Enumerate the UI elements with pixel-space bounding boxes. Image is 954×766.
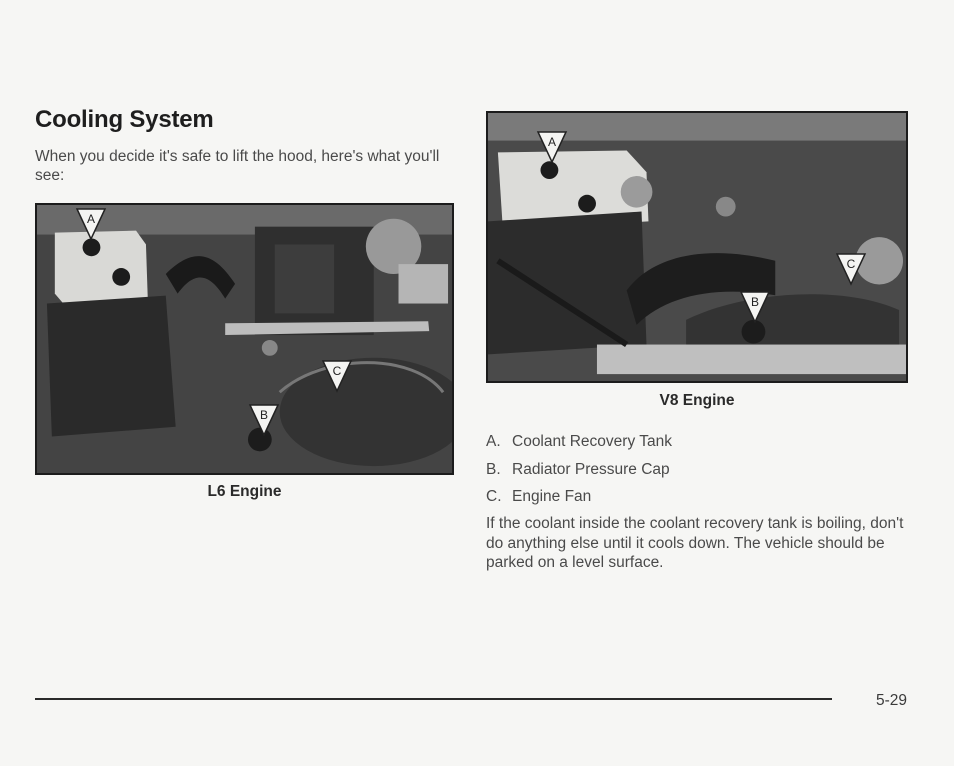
footer-rule: [35, 698, 832, 700]
page-number: 5-29: [876, 692, 908, 709]
callout-c-marker: [321, 359, 353, 393]
svg-text:C: C: [846, 257, 856, 271]
callout-a-marker: [536, 130, 568, 164]
legend-item: [486, 428, 672, 456]
legend-item: [486, 483, 672, 511]
legend-letter: A.: [486, 433, 501, 450]
section-title: Cooling System: [35, 106, 214, 133]
svg-text:A: A: [547, 135, 557, 149]
legend-letter: C.: [486, 488, 502, 505]
legend-item: [486, 456, 672, 484]
svg-text:C: C: [332, 364, 342, 378]
legend-label: Radiator Pressure Cap: [512, 460, 670, 478]
l6-engine-caption: L6 Engine: [207, 483, 282, 500]
svg-text:B: B: [750, 295, 760, 309]
l6-engine-photo: [35, 203, 454, 475]
v8-engine-caption: V8 Engine: [659, 392, 735, 409]
legend-label: Engine Fan: [512, 488, 592, 505]
callout-b-marker: [248, 403, 280, 437]
v8-engine-photo: [486, 111, 908, 383]
legend-letter: B.: [486, 460, 501, 478]
callout-c-marker: [835, 252, 867, 286]
intro-paragraph: When you decide it's safe to lift the hood, here's what you'll see:: [35, 148, 440, 184]
callout-b-marker: [739, 290, 771, 324]
legend-label: Coolant Recovery Tank: [512, 433, 672, 450]
svg-text:B: B: [259, 408, 269, 422]
boiling-coolant-note: If the coolant inside the coolant recovery tank is boiling, don't do anything else until it cools down. The vehicle should be parked on a level surface.: [486, 515, 904, 571]
svg-text:A: A: [86, 212, 96, 226]
callout-legend: [486, 428, 672, 511]
callout-a-marker: [75, 207, 107, 241]
